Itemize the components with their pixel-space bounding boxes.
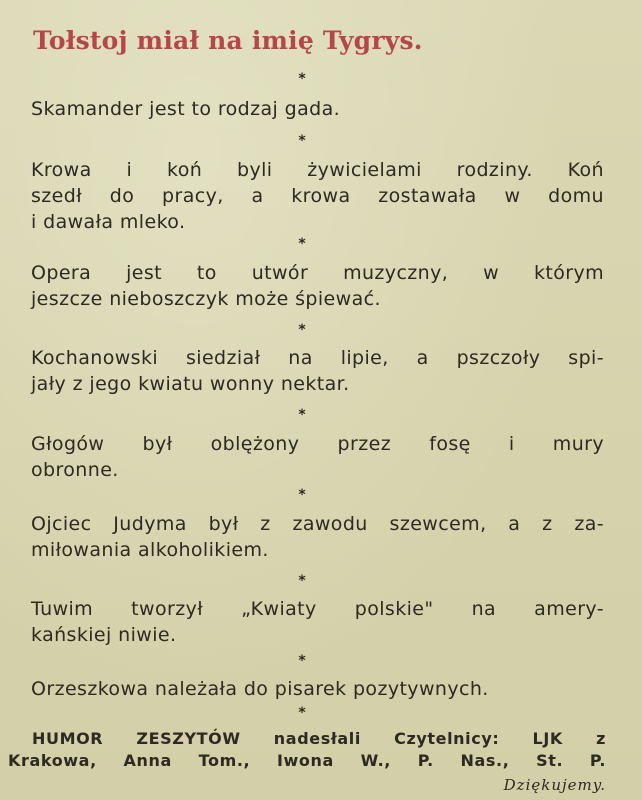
joke-line: Tuwim tworzył „Kwiaty polskie" na amery- [31, 598, 604, 620]
joke-line: miłowania alkoholikiem. [31, 539, 269, 561]
separator-star: * [298, 236, 306, 252]
joke-line: Głogów był oblężony przez fosę i mury [31, 433, 604, 455]
separator-star: * [298, 322, 306, 338]
credits-footer [8, 728, 606, 796]
separator-star: * [298, 407, 306, 423]
joke-line: Orzeszkowa należała do pisarek pozytywnych. [31, 678, 489, 700]
joke-line: obronne. [31, 459, 119, 481]
separator-star: * [298, 71, 306, 87]
joke-item [31, 511, 604, 563]
joke-line: Krowa i koń byli żywicielami rodziny. Koń [31, 159, 604, 181]
separator-star: * [298, 653, 306, 669]
joke-line: Kochanowski siedział na lipie, a pszczoły spi- [31, 347, 604, 369]
joke-item [31, 96, 604, 122]
article-title: Tołstoj miał na imię Tygrys. [33, 26, 423, 55]
joke-line: Opera jest to utwór muzyczny, w którym [31, 262, 604, 284]
joke-item [31, 260, 604, 312]
joke-item [31, 596, 604, 648]
separator-star: * [298, 573, 306, 589]
thanks-signature: Dziękujemy. [503, 776, 606, 794]
joke-line: szedł do pracy, a krowa zostawała w domu [31, 185, 604, 207]
joke-item [31, 345, 604, 397]
credits-line: HUMOR ZESZYTÓW nadesłali Czytelnicy: LJK z [32, 729, 606, 748]
separator-star: * [298, 133, 306, 149]
joke-line: i dawała mleko. [31, 211, 186, 233]
joke-item [31, 676, 604, 702]
joke-line: Skamander jest to rodzaj gada. [31, 98, 341, 120]
joke-item [31, 431, 604, 483]
joke-line: Ojciec Judyma był z zawodu szewcem, a z za- [31, 513, 604, 535]
joke-line: jały z jego kwiatu wonny nektar. [31, 373, 350, 395]
separator-star: * [298, 487, 306, 503]
credits-line: Krakowa, Anna Tom., Iwona W., P. Nas., St. P. [8, 751, 606, 770]
separator-star: * [298, 705, 306, 721]
joke-line: kańskiej niwie. [31, 624, 177, 646]
joke-line: jeszcze nieboszczyk może śpiewać. [31, 288, 381, 310]
joke-item [31, 157, 604, 235]
